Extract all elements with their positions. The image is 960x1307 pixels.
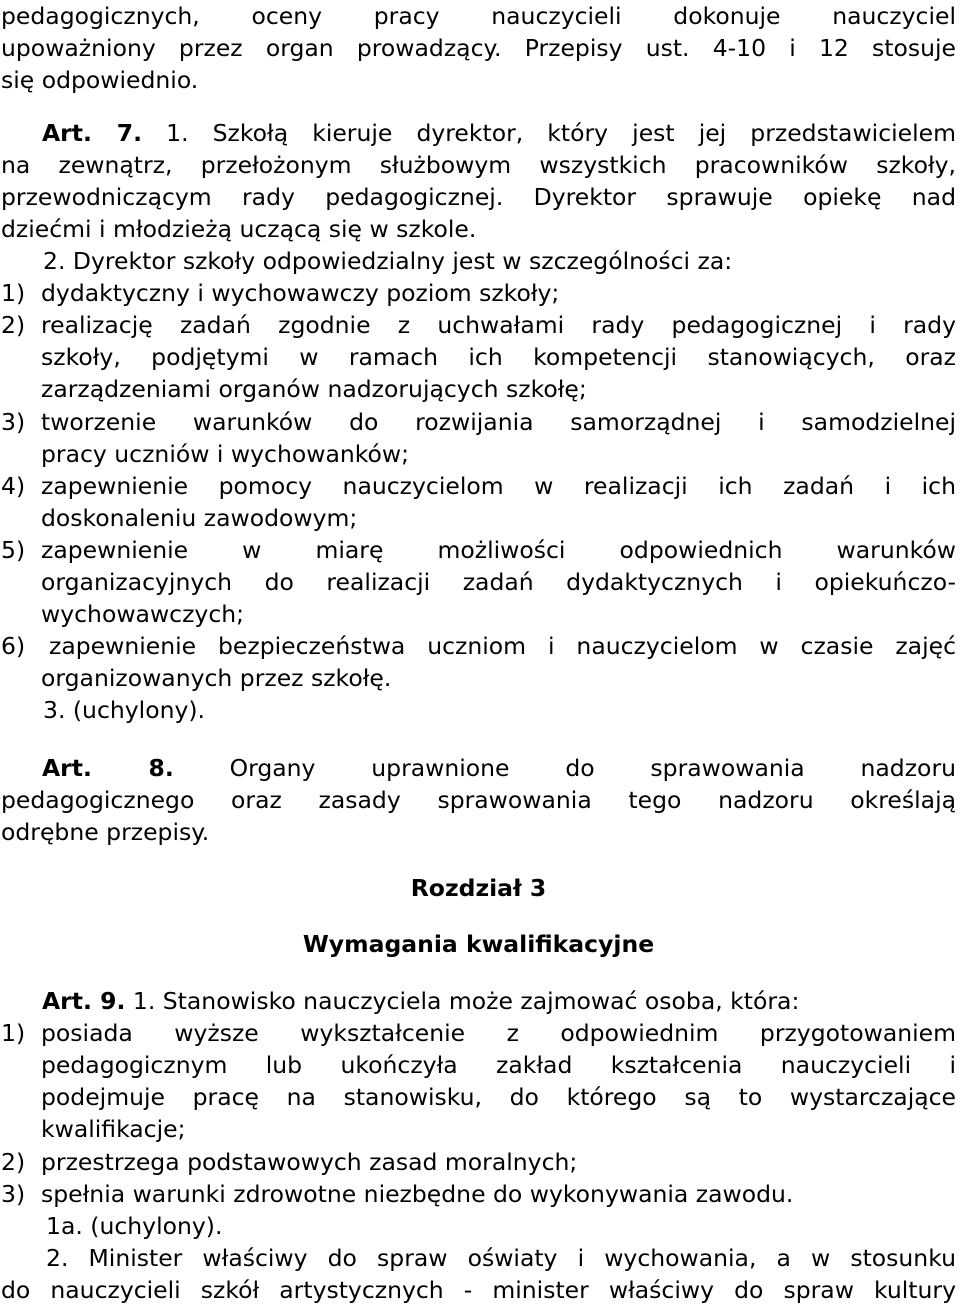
text-line: na zewnątrz, przełożonym służbowym wszystkich pracowników szkoły, [1,151,956,179]
article-8-paragraph: Art. 8. Organy uprawnione do sprawowania nadzoru [42,754,956,782]
article-9-label: Art. 9. [42,987,126,1015]
article-7-paragraph-3: 3. (uchylony). [43,696,206,724]
text-line: do nauczycieli szkół artystycznych - minister właściwy do spraw kultury [1,1276,956,1304]
list-item-text: pracy uczniów i wychowanków; [41,440,410,468]
text-line: dziećmi i młodzieżą uczącą się w szkole. [1,215,477,243]
list-number: 3) [1,1180,26,1208]
text-line: przewodniczącym rady pedagogicznej. Dyrektor sprawuje opiekę nad [1,183,956,211]
list-number: 6) [1,632,26,660]
list-number: 5) [1,536,26,564]
list-number: 4) [1,472,26,500]
article-9-paragraph-1: Art. 9. 1. Stanowisko nauczyciela może zajmować osoba, która: [42,987,800,1015]
text-line: odrębne przepisy. [1,818,210,846]
chapter-heading: Rozdział 3 [410,874,547,902]
article-7-paragraph-1: Art. 7. 1. Szkołą kieruje dyrektor, który jest jej przedstawicielem [42,119,956,147]
list-number: 1) [1,1019,26,1047]
article-7-label: Art. 7. [42,119,143,147]
list-item-text: podejmuje pracę na stanowisku, do którego są to wystarczające [41,1083,956,1111]
text-line: się odpowiednio. [1,66,199,94]
list-item-text: kwalifikacje; [41,1115,186,1143]
list-item-text: spełnia warunki zdrowotne niezbędne do wykonywania zawodu. [41,1180,794,1208]
list-number: 1) [1,279,26,307]
article-9-paragraph-2: 2. Minister właściwy do spraw oświaty i wychowania, a w stosunku [46,1244,956,1272]
article-9-paragraph-1a: 1a. (uchylony). [46,1212,223,1240]
list-item-text: pedagogicznym lub ukończyła zakład kształcenia nauczycieli i [41,1051,956,1079]
list-item-text: szkoły, podjętymi w ramach ich kompetencji stanowiących, oraz [41,343,956,371]
text-line: upoważniony przez organ prowadzący. Przepisy ust. 4-10 i 12 stosuje [1,34,956,62]
list-item-text: zapewnienie pomocy nauczycielom w realizacji ich zadań i ich [41,472,956,500]
list-item-text: posiada wyższe wykształcenie z odpowiednim przygotowaniem [41,1019,956,1047]
chapter-title: Wymagania kwalifikacyjne [302,930,655,958]
list-number: 2) [1,311,26,339]
list-item-text: organizacyjnych do realizacji zadań dydaktycznych i opiekuńczo- [41,568,956,596]
text-line: pedagogicznego oraz zasady sprawowania tego nadzoru określają [1,786,956,814]
list-item-text: tworzenie warunków do rozwijania samorządnej i samodzielnej [41,408,956,436]
text-line: pedagogicznych, oceny pracy nauczycieli dokonuje nauczyciel [1,2,956,30]
list-number: 2) [1,1148,26,1176]
list-item-text: doskonaleniu zawodowym; [41,504,358,532]
list-item-text: przestrzega podstawowych zasad moralnych; [41,1148,578,1176]
list-item-text: zapewnienie bezpieczeństwa uczniom i nauczycielom w czasie zajęć [49,632,956,660]
list-item-text: zapewnienie w miarę możliwości odpowiednich warunków [41,536,956,564]
list-item-text: dydaktyczny i wychowawczy poziom szkoły; [41,279,560,307]
list-item-text: realizację zadań zgodnie z uchwałami rady pedagogicznej i rady [41,311,956,339]
list-item-text: wychowawczych; [41,600,245,628]
list-item-text: organizowanych przez szkołę. [41,664,392,692]
article-8-label: Art. 8. [42,754,174,782]
article-7-paragraph-2: 2. Dyrektor szkoły odpowiedzialny jest w szczególności za: [43,247,733,275]
list-item-text: zarządzeniami organów nadzorujących szkołę; [41,375,587,403]
list-number: 3) [1,408,26,436]
